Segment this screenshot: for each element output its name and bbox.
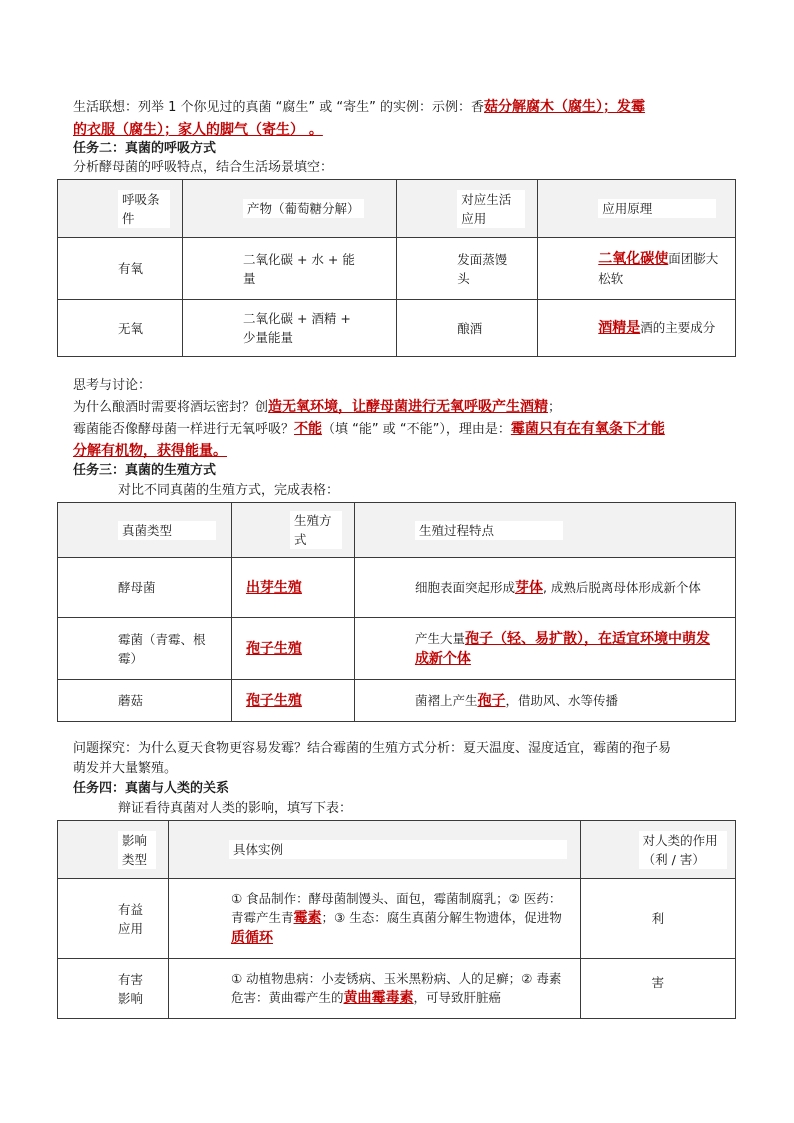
impact-effect: 利 [651,911,665,926]
q1-answer: 造无氧环境，让酵母菌进行无氧呼吸产生酒精 [268,399,549,415]
life-association-line-1 [73,97,733,118]
impact-type: 有害影响 [118,971,144,1006]
reproduction-process [355,629,735,669]
principle-answer: 二氧化碳使 [598,251,669,267]
reproduction-table [57,502,736,722]
q1-prefix: 为什么酿酒时需要将酒坛密封？创 [73,400,269,415]
header-principle: 应用原理 [598,199,716,218]
task4-intro: 辩证看待真菌对人类的影响，填写下表： [118,801,353,816]
relation-header-row [58,821,736,879]
principle-answer: 酒精是 [598,320,641,336]
process-answer: 孢子 [477,692,506,709]
impact-type: 有益应用 [118,901,144,936]
header-application: 对应生活应用 [457,190,525,228]
process-answer: 芽体 [514,579,543,596]
task2-intro: 分析酵母菌的呼吸特点，结合生活场景填空： [73,160,334,175]
respiration-application: 发面蒸馒头 [457,251,508,286]
reproduction-row-mold [58,618,736,680]
process-text-2: ，借助风、水等传播 [505,692,618,708]
respiration-application: 酿酒 [457,320,483,336]
life-association-answer-1: 菇分解腐木（腐生）；发霉 [484,99,646,115]
task3-intro: 对比不同真菌的生殖方式，完成表格： [118,483,340,498]
example-text-2: ，可导致肝脏癌 [413,990,502,1005]
respiration-header-row [58,180,736,238]
life-association-prefix: 生活联想：列举 1 个你见过的真菌 “腐生” 或 “寄生” 的实例：示例：香 [73,100,485,115]
respiration-condition: 无氧 [118,320,144,336]
header-examples: 具体实例 [229,840,567,859]
impact-effect: 害 [651,975,665,990]
relation-row-harmful [58,959,736,1019]
process-text: 菌褶上产生 [414,692,478,708]
principle-rest: 面团膨大松软 [598,251,719,286]
reproduction-method: 孢子生殖 [245,692,302,709]
fungus-type: 酵母菌 [118,580,156,595]
discussion-title: 思考与讨论： [73,378,152,393]
example-text-2: ；③ 生态：腐生真菌分解生物遗体，促进物 [321,910,562,925]
q1-suffix: ； [548,400,562,415]
respiration-principle [538,249,735,288]
header-respiration-condition: 呼吸条件 [118,190,170,228]
discussion-q1 [73,397,733,418]
q2-mid: （填 “能” 或 “不能”），理由是： [322,422,511,437]
process-text-2: , 成熟后脱离母体形成新个体 [542,579,701,595]
q2-answer-2: 霉菌只有在有氧条下才能 [510,421,665,437]
respiration-product: 二氧化碳 + 水 + 能量 [243,251,355,286]
example-text: ① 食品制作：酵母菌制馒头、面包，霉菌制腐乳；② 医药：青霉产生青 [231,891,562,925]
header-reproduction-process: 生殖过程特点 [415,521,563,540]
reproduction-row-mushroom [58,680,736,722]
relation-row-beneficial [58,879,736,959]
respiration-row-aerobic [58,238,736,300]
discussion-q2 [73,419,733,440]
header-effect: 对人类的作用（利 / 害） [639,831,727,869]
reproduction-method: 出芽生殖 [245,579,302,596]
respiration-row-anaerobic [58,300,736,357]
example-text: ① 动植物患病：小麦锈病、玉米黑粉病、人的足癣；② 毒素危害：黄曲霉产生的 [231,971,562,1005]
discussion-q2-cont [73,441,733,462]
q2-answer: 不能 [294,421,323,437]
inquiry-line-2: 萌发并大量繁殖。 [73,761,178,776]
example-answer-2: 质循环 [231,930,273,946]
impact-examples [169,889,580,948]
process-text: 产生大量 [414,630,465,646]
reproduction-row-yeast [58,558,736,618]
fungus-type: 霉菌（青霉、根霉） [118,631,206,666]
respiration-principle [538,318,735,338]
header-product: 产物（葡萄糖分解） [243,199,364,218]
respiration-product: 二氧化碳 + 酒精 + 少量能量 [243,311,351,345]
respiration-condition: 有氧 [118,261,144,276]
life-association-answer-2: 的衣服（腐生）；家人的脚气（寄生） 。 [73,122,323,138]
q2-answer-3: 分解有机物，获得能量。 [73,443,227,459]
life-association-line-2 [73,120,733,141]
fungus-type: 蘑菇 [118,693,144,708]
header-reproduction-method: 生殖方式 [290,511,342,549]
task3-title: 任务三：真菌的生殖方式 [73,463,217,478]
task2-title: 任务二：真菌的呼吸方式 [73,141,217,156]
header-impact-type: 影响类型 [118,831,156,869]
reproduction-method: 孢子生殖 [245,640,302,657]
task4-title: 任务四：真菌与人类的关系 [73,781,230,796]
principle-rest: 酒的主要成分 [640,320,716,335]
respiration-table [57,179,736,357]
reproduction-header-row [58,503,736,558]
q2-prefix: 霉菌能否像酵母菌一样进行无氧呼吸？ [73,422,295,437]
impact-examples [169,969,580,1008]
process-answer: 孢子（轻、易扩散），在适宜环境中萌发成新个体 [414,630,710,667]
header-fungus-type: 真菌类型 [118,521,216,540]
example-answer: 黄曲霉毒素 [343,990,414,1006]
inquiry-line-1: 问题探究：为什么夏天食物更容易发霉？结合霉菌的生殖方式分析：夏天温度、湿度适宜，霉菌的孢子易 [73,741,672,756]
reproduction-process [355,691,735,711]
example-answer: 霉素 [293,910,322,926]
reproduction-process [355,578,735,598]
human-relation-table [57,820,736,1019]
process-text: 细胞表面突起形成 [414,579,515,595]
